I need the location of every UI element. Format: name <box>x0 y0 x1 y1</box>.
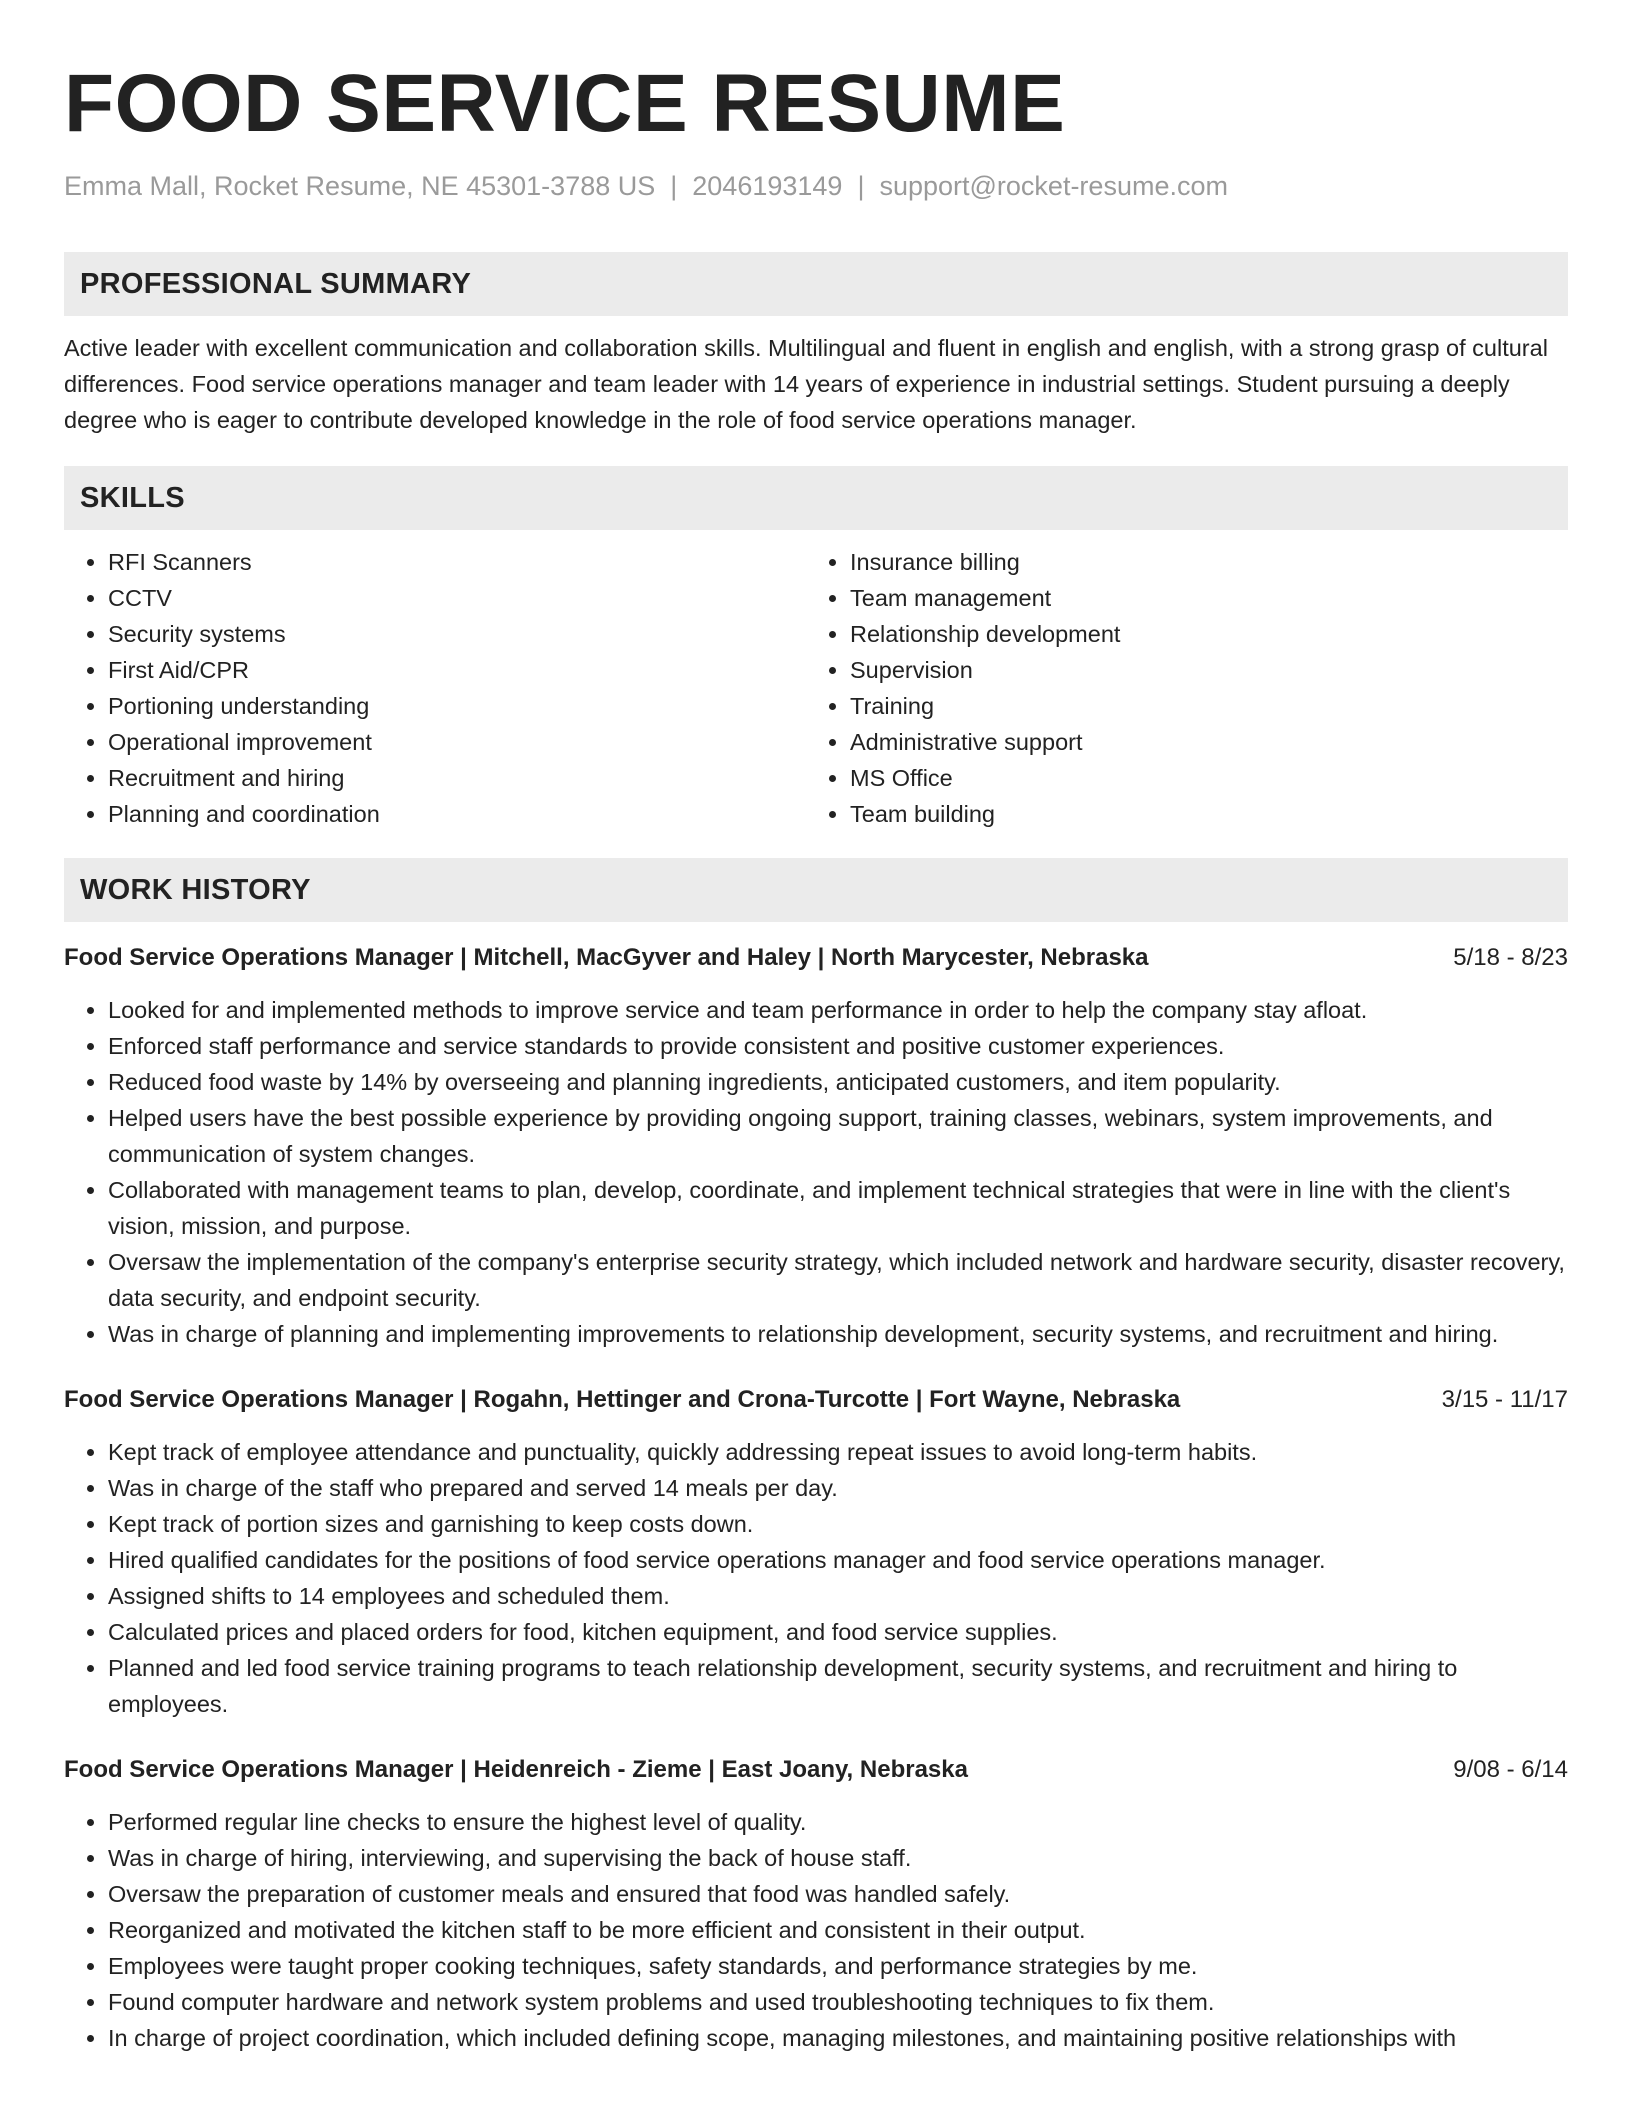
section-heading-work-history: WORK HISTORY <box>64 858 1568 922</box>
job-bullet: • Oversaw the preparation of customer meals and ensured that food was handled safely. <box>108 1876 1568 1912</box>
skill-item: • Supervision <box>850 652 1566 688</box>
job-header <box>64 1382 1568 1418</box>
skill-item: • Portioning understanding <box>108 688 806 724</box>
job-header <box>64 940 1568 976</box>
job-bullet: • Assigned shifts to 14 employees and scheduled them. <box>108 1578 1568 1614</box>
job-bullet: • Reduced food waste by 14% by overseeing and planning ingredients, anticipated customers, and item popularity. <box>108 1064 1568 1100</box>
job-bullet: • Kept track of employee attendance and punctuality, quickly addressing repeat issues to avoid long-term habits. <box>108 1434 1568 1470</box>
job-bullet: • Planned and led food service training programs to teach relationship development, security systems, and recruitment and hiring to employees. <box>108 1650 1568 1722</box>
section-heading-skills: SKILLS <box>64 466 1568 530</box>
job-bullet: • Was in charge of the staff who prepared and served 14 meals per day. <box>108 1470 1568 1506</box>
contact-phone: 2046193149 <box>692 171 843 201</box>
job-bullet: • Collaborated with management teams to plan, develop, coordinate, and implement technical strategies that were in line with the client's vision, mission, and purpose. <box>108 1172 1568 1244</box>
job-bullet: • In charge of project coordination, which included defining scope, managing milestones, and maintaining positive relationships with <box>108 2020 1568 2056</box>
job-bullets <box>64 992 1568 1352</box>
section-heading-summary: PROFESSIONAL SUMMARY <box>64 252 1568 316</box>
job-title: Food Service Operations Manager | Mitchell, MacGyver and Haley | North Marycester, Nebraska <box>64 944 1149 971</box>
job-title: Food Service Operations Manager | Rogahn, Hettinger and Crona-Turcotte | Fort Wayne, Nebraska <box>64 1386 1181 1413</box>
job-bullet: • Kept track of portion sizes and garnishing to keep costs down. <box>108 1506 1568 1542</box>
job-bullets <box>64 1804 1568 2056</box>
skill-item: • Insurance billing <box>850 544 1566 580</box>
skill-item: • CCTV <box>108 580 806 616</box>
contact-address: Emma Mall, Rocket Resume, NE 45301-3788 US <box>64 171 656 201</box>
job-bullet: • Reorganized and motivated the kitchen staff to be more efficient and consistent in their output. <box>108 1912 1568 1948</box>
job-bullet: • Hired qualified candidates for the positions of food service operations manager and food service operations manager. <box>108 1542 1568 1578</box>
skill-item: • RFI Scanners <box>108 544 806 580</box>
skills-column-left <box>64 544 806 832</box>
skill-item: • Operational improvement <box>108 724 806 760</box>
skill-item: • MS Office <box>850 760 1566 796</box>
summary-text: Active leader with excellent communication and collaboration skills. Multilingual and fluent in english and english, with a strong grasp of cultural differences. Food service operations manager and team leader with 14 years of experience in industrial settings. Student pursuing a deeply degree who is eager to contribute developed knowledge in the role of food service operations manager. <box>64 335 1548 433</box>
skill-item: • Training <box>850 688 1566 724</box>
job-title: Food Service Operations Manager | Heidenreich - Zieme | East Joany, Nebraska <box>64 1756 968 1783</box>
job-header <box>64 1752 1568 1788</box>
contact-line <box>64 168 1568 204</box>
job-bullet: • Enforced staff performance and service standards to provide consistent and positive customer experiences. <box>108 1028 1568 1064</box>
skill-item: • Team building <box>850 796 1566 832</box>
skill-item: • Relationship development <box>850 616 1566 652</box>
job-bullet: • Employees were taught proper cooking techniques, safety standards, and performance strategies by me. <box>108 1948 1568 1984</box>
job-bullet: • Calculated prices and placed orders for food, kitchen equipment, and food service supplies. <box>108 1614 1568 1650</box>
job-dates: 3/15 - 11/17 <box>1441 1386 1568 1413</box>
skills-list <box>64 544 1568 832</box>
contact-separator: | <box>670 171 678 201</box>
job-entry <box>64 1382 1568 1722</box>
job-bullet: • Found computer hardware and network system problems and used troubleshooting techniques to fix them. <box>108 1984 1568 2020</box>
job-bullet: • Was in charge of hiring, interviewing, and supervising the back of house staff. <box>108 1840 1568 1876</box>
job-bullet: • Looked for and implemented methods to improve service and team performance in order to help the company stay afloat. <box>108 992 1568 1028</box>
job-entry <box>64 1752 1568 2056</box>
job-bullet: • Was in charge of planning and implementing improvements to relationship development, security systems, and recruitment and hiring. <box>108 1316 1568 1352</box>
job-bullet: • Performed regular line checks to ensure the highest level of quality. <box>108 1804 1568 1840</box>
job-dates: 5/18 - 8/23 <box>1453 944 1568 971</box>
contact-email: support@rocket-resume.com <box>879 171 1228 201</box>
skill-item: • Team management <box>850 580 1566 616</box>
job-bullets <box>64 1434 1568 1722</box>
skill-item: • First Aid/CPR <box>108 652 806 688</box>
resume-title: FOOD SERVICE RESUME <box>64 58 1066 149</box>
job-bullet: • Oversaw the implementation of the company's enterprise security strategy, which included network and hardware security, disaster recovery, data security, and endpoint security. <box>108 1244 1568 1316</box>
contact-separator: | <box>857 171 865 201</box>
job-entry <box>64 940 1568 1352</box>
skill-item: • Recruitment and hiring <box>108 760 806 796</box>
job-dates: 9/08 - 6/14 <box>1453 1756 1568 1783</box>
skill-item: • Security systems <box>108 616 806 652</box>
skill-item: • Administrative support <box>850 724 1566 760</box>
skill-item: • Planning and coordination <box>108 796 806 832</box>
skills-column-right <box>806 544 1566 832</box>
job-bullet: • Helped users have the best possible experience by providing ongoing support, training classes, webinars, system improvements, and communication of system changes. <box>108 1100 1568 1172</box>
